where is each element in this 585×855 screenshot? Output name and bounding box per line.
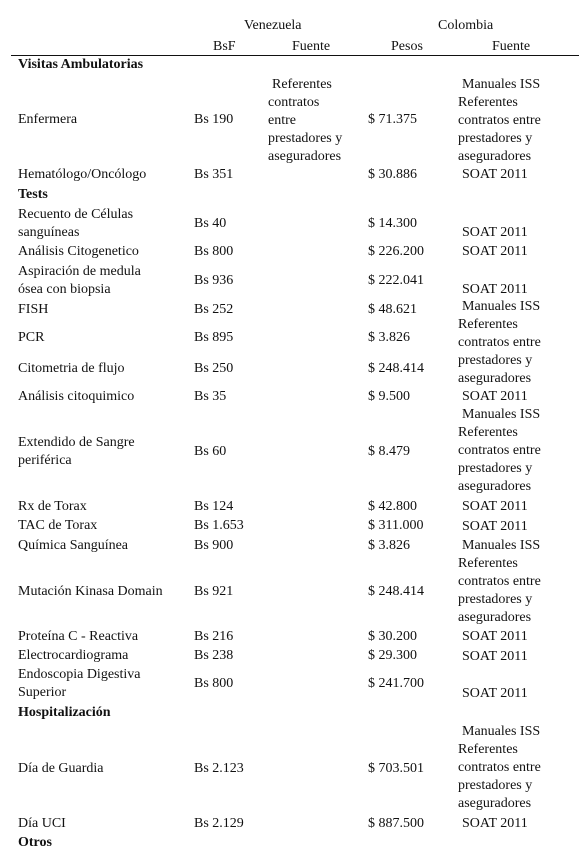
- header-fuente-ve: Fuente: [292, 39, 331, 54]
- row-bsf: Bs 895: [194, 330, 234, 345]
- source-ref-line: prestadores y: [458, 131, 533, 146]
- source-ref-line: prestadores y: [458, 353, 533, 368]
- row-pesos: $ 42.800: [368, 499, 417, 514]
- row-name: Mutación Kinasa Domain: [18, 584, 163, 599]
- row-pesos: $ 3.826: [368, 538, 410, 553]
- section-otros: Otros: [18, 835, 52, 850]
- row-pesos: $ 29.300: [368, 648, 417, 663]
- source-note-line: Referentes: [272, 77, 332, 92]
- row-bsf: Bs 800: [194, 244, 234, 259]
- source-ref-line: aseguradores: [458, 479, 532, 494]
- row-bsf: Bs 60: [194, 444, 227, 459]
- row-name: Rx de Torax: [18, 499, 87, 514]
- section-visitas: Visitas Ambulatorias: [18, 57, 144, 72]
- row-name: Química Sanguínea: [18, 538, 129, 553]
- source-manuales: Manuales ISS: [462, 538, 541, 553]
- source-manuales: Manuales ISS: [462, 407, 541, 422]
- row-bsf: Bs 252: [194, 302, 234, 317]
- row-name: Día UCI: [18, 816, 66, 831]
- source-soat: SOAT 2011: [462, 499, 528, 514]
- source-ref-line: prestadores y: [458, 778, 533, 793]
- row-name: Extendido de Sangre: [18, 435, 135, 450]
- source-soat: SOAT 2011: [462, 389, 528, 404]
- row-bsf: Bs 921: [194, 584, 234, 599]
- row-name: Análisis citoquimico: [18, 389, 135, 404]
- row-bsf: Bs 2.129: [194, 816, 244, 831]
- row-pesos: $ 226.200: [368, 244, 424, 259]
- header-bsf: BsF: [213, 39, 236, 54]
- row-pesos: $ 14.300: [368, 216, 417, 231]
- source-ref-line: Referentes: [458, 317, 518, 332]
- source-soat: SOAT 2011: [462, 629, 528, 644]
- row-pesos: $ 30.200: [368, 629, 417, 644]
- row-name: Proteína C - Reactiva: [18, 629, 139, 644]
- row-name: Enfermera: [18, 112, 78, 127]
- header-fuente-co: Fuente: [492, 39, 531, 54]
- section-tests: Tests: [18, 187, 48, 202]
- row-name: Electrocardiograma: [18, 648, 129, 663]
- row-bsf: Bs 800: [194, 676, 234, 691]
- source-soat: SOAT 2011: [462, 686, 528, 701]
- source-soat: SOAT 2011: [462, 244, 528, 259]
- source-note-line: aseguradores: [268, 149, 342, 164]
- row-bsf: Bs 900: [194, 538, 234, 553]
- row-bsf: Bs 124: [194, 499, 234, 514]
- row-bsf: Bs 1.653: [194, 518, 244, 533]
- row-name: Aspiración de medula: [18, 264, 141, 279]
- row-name: PCR: [18, 330, 45, 345]
- row-pesos: $ 8.479: [368, 444, 410, 459]
- source-soat: SOAT 2011: [462, 282, 528, 297]
- row-pesos: $ 248.414: [368, 361, 424, 376]
- row-name: Superior: [18, 685, 67, 700]
- row-bsf: Bs 936: [194, 273, 234, 288]
- row-pesos: $ 248.414: [368, 584, 424, 599]
- source-manuales: Manuales ISS: [462, 724, 541, 739]
- row-pesos: $ 48.621: [368, 302, 417, 317]
- header-colombia: Colombia: [438, 18, 494, 33]
- source-soat: SOAT 2011: [462, 816, 528, 831]
- source-ref-line: contratos entre: [458, 574, 541, 589]
- row-pesos: $ 3.826: [368, 330, 410, 345]
- row-bsf: Bs 40: [194, 216, 227, 231]
- row-name: ósea con biopsia: [18, 282, 111, 297]
- source-ref-line: contratos entre: [458, 335, 541, 350]
- row-pesos: $ 30.886: [368, 167, 417, 182]
- source-ref-line: aseguradores: [458, 371, 532, 386]
- source-ref-line: contratos entre: [458, 113, 541, 128]
- source-manuales: Manuales ISS: [462, 77, 541, 92]
- row-pesos: $ 71.375: [368, 112, 417, 127]
- source-ref-line: Referentes: [458, 95, 518, 110]
- row-pesos: $ 222.041: [368, 273, 424, 288]
- source-note-line: entre: [268, 113, 296, 128]
- source-soat: SOAT 2011: [462, 167, 528, 182]
- source-soat: SOAT 2011: [462, 225, 528, 240]
- row-bsf: Bs 250: [194, 361, 234, 376]
- source-ref-line: prestadores y: [458, 592, 533, 607]
- row-name: Hematólogo/Oncólogo: [18, 167, 147, 182]
- source-soat: SOAT 2011: [462, 519, 528, 534]
- source-ref-line: aseguradores: [458, 796, 532, 811]
- header-pesos: Pesos: [391, 39, 423, 54]
- row-name: sanguíneas: [18, 225, 80, 240]
- source-manuales: Manuales ISS: [462, 299, 541, 314]
- section-hospitalizacion: Hospitalización: [18, 705, 111, 720]
- source-soat: SOAT 2011: [462, 649, 528, 664]
- row-bsf: Bs 190: [194, 112, 234, 127]
- row-name: Recuento de Células: [18, 207, 134, 222]
- source-ref-line: contratos entre: [458, 443, 541, 458]
- row-name: Análisis Citogenetico: [18, 244, 139, 259]
- header-venezuela: Venezuela: [244, 18, 302, 33]
- row-bsf: Bs 351: [194, 167, 234, 182]
- row-bsf: Bs 216: [194, 629, 234, 644]
- source-ref-line: aseguradores: [458, 610, 532, 625]
- row-name: Citometria de flujo: [18, 361, 125, 376]
- row-bsf: Bs 35: [194, 389, 227, 404]
- row-name: Endoscopia Digestiva: [18, 667, 141, 682]
- source-note-line: contratos: [268, 95, 320, 110]
- source-note-line: prestadores y: [268, 131, 343, 146]
- source-ref-line: Referentes: [458, 556, 518, 571]
- row-pesos: $ 311.000: [368, 518, 424, 533]
- row-pesos: $ 9.500: [368, 389, 410, 404]
- source-ref-line: Referentes: [458, 425, 518, 440]
- row-bsf: Bs 238: [194, 648, 234, 663]
- row-pesos: $ 703.501: [368, 761, 424, 776]
- source-ref-line: aseguradores: [458, 149, 532, 164]
- row-name: FISH: [18, 302, 49, 317]
- row-pesos: $ 241.700: [368, 676, 424, 691]
- source-ref-line: prestadores y: [458, 461, 533, 476]
- row-bsf: Bs 2.123: [194, 761, 244, 776]
- source-ref-line: Referentes: [458, 742, 518, 757]
- row-name: Día de Guardia: [18, 761, 104, 776]
- row-name: periférica: [18, 453, 72, 468]
- row-name: TAC de Torax: [18, 518, 98, 533]
- source-ref-line: contratos entre: [458, 760, 541, 775]
- row-pesos: $ 887.500: [368, 816, 424, 831]
